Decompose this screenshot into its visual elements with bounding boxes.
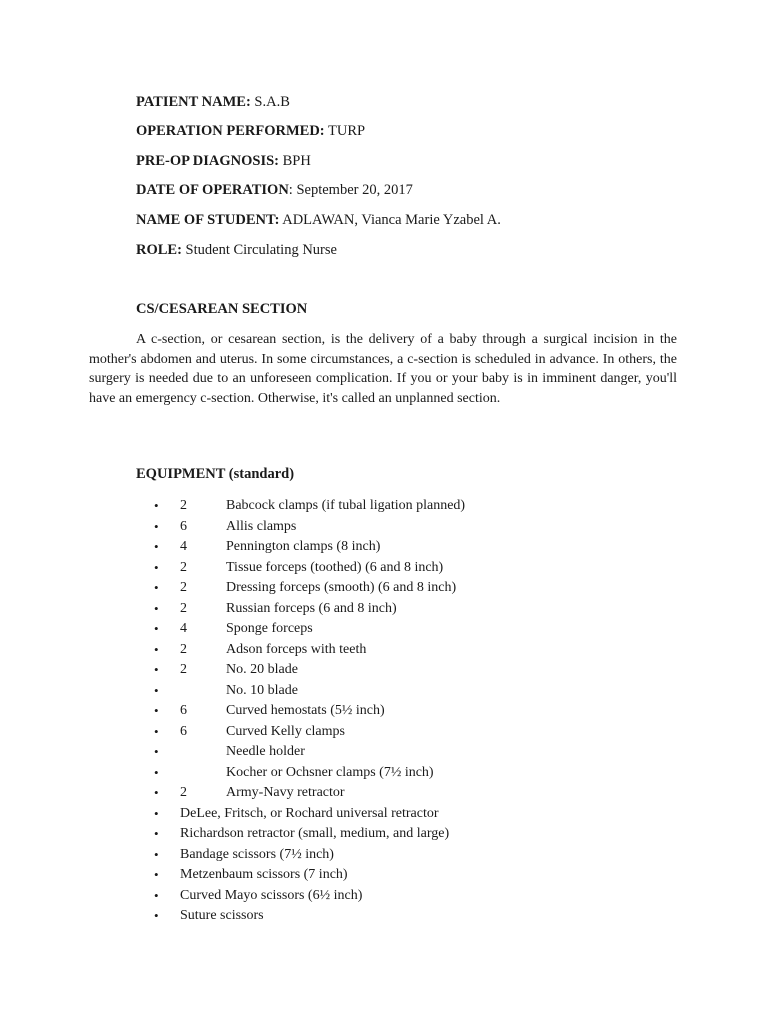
equipment-qty: 4 — [180, 621, 187, 636]
equipment-name: Pennington clamps (8 inch) — [226, 539, 381, 554]
equipment-name: Babcock clamps (if tubal ligation planned) — [226, 498, 466, 513]
field-value: Student Circulating Nurse — [181, 242, 337, 258]
bullet-icon: • — [154, 641, 159, 657]
bullet-icon: • — [154, 662, 159, 677]
field-pre-op-diagnosis — [136, 153, 311, 170]
bullet-icon: • — [154, 908, 159, 923]
field-role — [136, 242, 337, 259]
equipment-qty: 2 — [180, 662, 187, 677]
field-value: TURP — [324, 123, 366, 139]
field-label: ROLE: — [136, 242, 182, 258]
equipment-qty: 2 — [180, 580, 187, 595]
equipment-qty: 6 — [180, 703, 187, 718]
bullet-icon: • — [154, 600, 159, 616]
field-value: : September 20, 2017 — [288, 182, 413, 198]
bullet-icon: • — [154, 805, 159, 821]
field-value: ADLAWAN, Vianca Marie Yzabel A. — [279, 212, 501, 228]
bullet-icon: • — [154, 744, 159, 759]
equipment-name: Suture scissors — [180, 908, 264, 923]
bullet-icon: • — [154, 621, 159, 636]
bullet-icon: • — [154, 539, 159, 554]
bullet-icon: • — [154, 703, 159, 718]
equipment-name: Dressing forceps (smooth) (6 and 8 inch) — [226, 580, 457, 595]
equipment-qty: 2 — [180, 641, 187, 657]
bullet-icon: • — [154, 887, 159, 903]
field-name-of-student — [136, 212, 501, 229]
equipment-name: No. 10 blade — [226, 682, 298, 698]
equipment-name: Richardson retractor (small, medium, and large) — [180, 826, 450, 841]
equipment-name: Tissue forceps (toothed) (6 and 8 inch) — [226, 559, 444, 575]
equipment-title: EQUIPMENT (standard) — [136, 466, 295, 482]
bullet-icon: • — [154, 764, 159, 780]
equipment-name: Curved hemostats (5½ inch) — [226, 703, 385, 718]
equipment-qty: 4 — [180, 539, 187, 554]
equipment-name: Curved Mayo scissors (6½ inch) — [180, 887, 363, 903]
bullet-icon: • — [154, 682, 159, 698]
bullet-icon: • — [154, 723, 159, 739]
bullet-icon: • — [154, 580, 159, 595]
bullet-icon: • — [154, 559, 159, 575]
section-paragraph: A c-section, or cesarean section, is the delivery of a baby through a surgical incision in the mother's abdomen and uterus. In some circumstances, a c-section is scheduled in advance. In others, the surgery is needed due to an unforeseen complication. If you or your baby is in imminent danger, you'll have an emergency c-section. Otherwise, it's called an unplanned section. — [89, 332, 677, 406]
equipment-name: Bandage scissors (7½ inch) — [180, 846, 334, 862]
field-patient-name — [136, 94, 290, 111]
bullet-icon: • — [154, 785, 159, 800]
equipment-name: Needle holder — [226, 744, 305, 759]
equipment-name: Adson forceps with teeth — [226, 641, 367, 657]
equipment-name: Curved Kelly clamps — [226, 723, 345, 739]
equipment-name: Army-Navy retractor — [226, 785, 345, 800]
equipment-name: Sponge forceps — [226, 621, 313, 636]
field-label: PATIENT NAME: — [136, 94, 251, 110]
equipment-qty: 2 — [180, 498, 187, 513]
equipment-name: Allis clamps — [226, 518, 297, 534]
field-value: S.A.B — [250, 94, 290, 110]
bullet-icon: • — [154, 826, 159, 841]
equipment-qty: 6 — [180, 723, 187, 739]
equipment-name: Metzenbaum scissors (7 inch) — [180, 867, 348, 882]
field-label: NAME OF STUDENT: — [136, 212, 280, 228]
equipment-name: No. 20 blade — [226, 662, 298, 677]
field-value: BPH — [279, 153, 311, 169]
bullet-icon: • — [154, 498, 159, 513]
field-label: PRE-OP DIAGNOSIS: — [136, 153, 280, 169]
bullet-icon: • — [154, 518, 159, 534]
field-operation-performed — [136, 123, 365, 140]
equipment-qty: 6 — [180, 518, 187, 534]
equipment-qty: 2 — [180, 600, 187, 616]
equipment-qty: 2 — [180, 559, 187, 575]
equipment-name: DeLee, Fritsch, or Rochard universal retractor — [180, 805, 439, 821]
equipment-qty: 2 — [180, 785, 187, 800]
equipment-name: Kocher or Ochsner clamps (7½ inch) — [226, 764, 434, 780]
bullet-icon: • — [154, 867, 159, 882]
field-label: OPERATION PERFORMED: — [136, 123, 325, 139]
field-label: DATE OF OPERATION — [136, 182, 289, 198]
section-title: CS/CESAREAN SECTION — [136, 301, 308, 317]
field-date-of-operation — [136, 182, 413, 199]
equipment-name: Russian forceps (6 and 8 inch) — [226, 600, 397, 616]
bullet-icon: • — [154, 846, 159, 862]
